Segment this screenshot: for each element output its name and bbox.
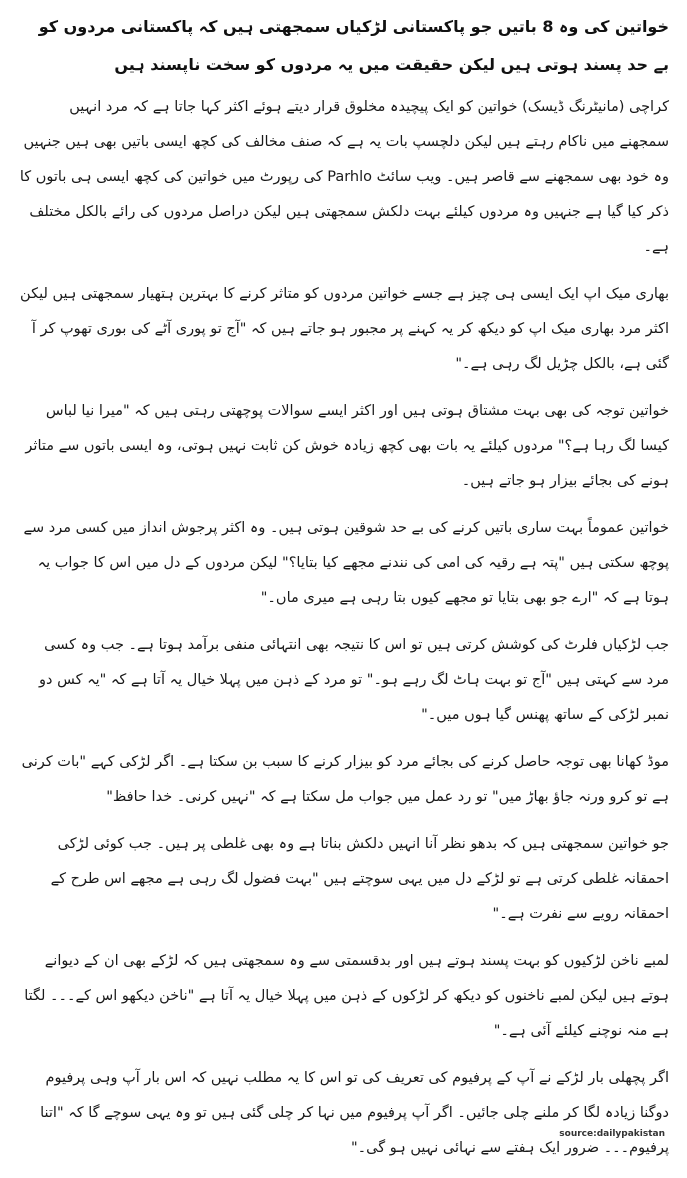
paragraph-mood: موڈ کھانا بھی توجہ حاصل کرنے کی بجائے مرد کو بیزار کرنے کا سبب بن سکتا ہے۔ اگر لڑکی کہے "بات کرنی ہے تو کرو ورنہ جاؤ بھاڑ میں" تو رد عمل میں جواب مل سکتا ہے کہ "نہیں کرنی۔ خدا حافظ" [21,754,669,805]
paragraph-intro: کراچی (مانیٹرنگ ڈیسک) خواتین کو ایک پیچیدہ مخلوق قرار دیتے ہوئے اکثر کہا جاتا ہے کہ مرد انہیں سمجھنے میں ناکام رہتے ہیں لیکن دلچسپ بات یہ ہے کہ صنف مخالف کی کچھ ایسی باتیں بھی ہیں جنہیں وہ خود بھی سمجھنے سے قاصر ہیں۔ ویب سائٹ Parhlo کی رپورٹ میں خواتین کی کچھ ایسی ہی باتوں کا ذکر کیا گیا ہے جنہیں وہ مردوں کیلئے بہت دلکش سمجھتی ہیں لیکن دراصل مردوں کی رائے بالکل مختلف ہے۔ [19,99,669,255]
article [18,8,669,1178]
article-title: خواتین کی وہ 8 باتیں جو پاکستانی لڑکیاں سمجھتی ہیں کہ پاکستانی مردوں کو بے حد پسند ہوتی ہیں لیکن حقیقت میں یہ مردوں کو سخت ناپسند ہیں [38,17,669,74]
paragraph-attention: خواتین توجہ کی بھی بہت مشتاق ہوتی ہیں اور اکثر ایسے سوالات پوچھتی رہتی ہیں کہ "میرا نیا لباس کیسا لگ رہا ہے؟" مردوں کیلئے یہ بات بھی کچھ زیادہ خوش کن ثابت نہیں ہوتی، وہ ایسی باتوں سے متاثر ہونے کی بجائے بیزار ہو جاتے ہیں۔ [25,403,669,489]
paragraph-makeup: بھاری میک اپ ایک ایسی ہی چیز ہے جسے خواتین مردوں کو متاثر کرنے کا بہترین ہتھیار سمجھتی ہیں لیکن اکثر مرد بھاری میک اپ کو دیکھ کر یہ کہنے پر مجبور ہو جاتے ہیں کہ "آج تو پوری آٹے کی بوری تھوپ کر آ گئی ہے، بالکل چڑیل لگ رہی ہے۔" [20,286,669,372]
paragraph-flirt: جب لڑکیاں فلرٹ کی کوشش کرتی ہیں تو اس کا نتیجہ بھی انتہائی منفی برآمد ہوتا ہے۔ جب وہ کسی مرد سے کہتی ہیں "آج تو بہت ہاٹ لگ رہے ہو۔" تو مرد کے ذہن میں پہلا خیال یہ آتا ہے کہ "یہ کس دو نمبر لڑکی کے ساتھ پھنس گیا ہوں میں۔" [39,637,669,723]
paragraph-perfume: اگر پچھلی بار لڑکے نے آپ کے پرفیوم کی تعریف کی تو اس کا یہ مطلب نہیں کہ اس بار آپ وہی پرفیوم دوگنا زیادہ لگا کر ملنے چلی جائیں۔ اگر آپ پرفیوم میں نہا کر چلی گئی ہیں تو وہ یہی سوچے گا کہ "اتنا پرفیوم۔۔۔ ضرور ایک ہفتے سے نہائی نہیں ہو گی۔" [40,1070,669,1156]
paragraph-talking: خواتین عموماً بہت ساری باتیں کرنے کی بے حد شوقین ہوتی ہیں۔ وہ اکثر پرجوش انداز میں کسی مرد سے پوچھ سکتی ہیں "پتہ ہے رقیہ کی امی کی نندنے مجھے کیا بتایا؟" لیکن مردوں کے دل میں اس کا جواب یہ ہوتا ہے کہ "ارے جو بھی بتایا تو مجھے کیوں بتا رہی ہے میری ماں۔" [23,520,669,606]
paragraph-nails: لمبے ناخن لڑکیوں کو بہت پسند ہوتے ہیں اور بدقسمتی سے وہ سمجھتی ہیں کہ لڑکے بھی ان کے دیوانے ہوتے ہیں لیکن لمبے ناخنوں کو دیکھ کر لڑکوں کے ذہن میں پہلا خیال یہ آتا ہے "ناخن دیکھو اس کے۔۔۔ لگتا ہے منہ نوچنے کیلئے آئی ہے۔" [24,953,669,1039]
source-credit: source:dailypakistan [559,1129,665,1139]
paragraph-silly: جو خواتین سمجھتی ہیں کہ بدھو نظر آنا انہیں دلکش بناتا ہے وہ بھی غلطی پر ہیں۔ جب کوئی لڑکی احمقانہ غلطی کرتی ہے تو لڑکے دل میں یہی سوچتے ہیں "بہت فضول لگ رہی ہے مجھے اس طرح کے احمقانہ رویے سے نفرت ہے۔" [50,836,669,922]
